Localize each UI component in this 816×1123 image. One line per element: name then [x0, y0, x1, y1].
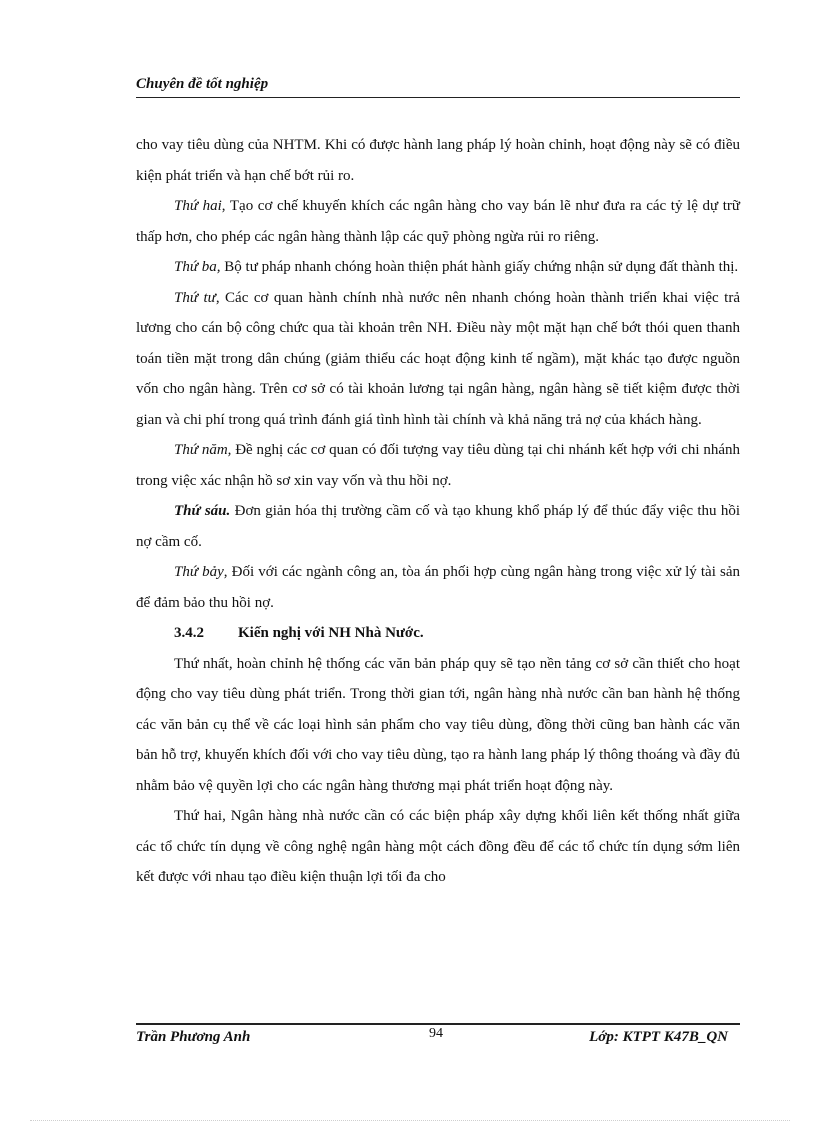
section-heading: [136, 618, 740, 649]
paragraph-text: Đề nghị các cơ quan có đối tượng vay tiêu dùng tại chi nhánh kết hợp với chi nhánh trong việc xác nhận hồ sơ xin vay vốn và thu hồi nợ.: [136, 442, 740, 489]
paragraph: [136, 191, 740, 252]
paragraph-text: Bộ tư pháp nhanh chóng hoàn thiện phát hành giấy chứng nhận sử dụng đất thành thị.: [220, 259, 739, 275]
paragraph-text: , Các cơ quan hành chính nhà nước nên nhanh chóng hoàn thành triển khai việc trả lương cho cán bộ công chức qua tài khoản trên NH. Điều này một mặt hạn chế bớt thói quen thanh toán tiền mặt trong dân chúng (giảm thiểu các hoạt động kinh tế ngầm), mặt khác tạo được nguồn vốn cho ngân hàng. Trên cơ sở có tài khoản lương tại ngân hàng, ngân hàng sẽ tiết kiệm được thời gian và chi phí trong quá trình đánh giá tình hình tài chính và khả năng trả nợ của khách hàng.: [136, 289, 740, 428]
paragraph: cho vay tiêu dùng của NHTM. Khi có được hành lang pháp lý hoàn chỉnh, hoạt động này sẽ có điều kiện phát triển và hạn chế bớt rủi ro.: [136, 137, 740, 184]
paragraph-label: Thứ năm,: [174, 442, 232, 458]
header-divider: [136, 97, 740, 98]
paragraph: Thứ hai, Ngân hàng nhà nước cần có các biện pháp xây dựng khối liên kết thống nhất giữa các tổ chức tín dụng về công nghệ ngân hàng một cách đồng đều để các tổ chức tín dụng sớm liên kết được với nhau tạo điều kiện thuận lợi tối đa cho: [136, 808, 740, 885]
paragraph: [136, 435, 740, 496]
paragraph-text: Đơn giản hóa thị trường cầm cố và tạo khung khổ pháp lý để thúc đẩy việc thu hồi nợ cầm cố.: [136, 503, 740, 550]
paragraph: Thứ nhất, hoàn chỉnh hệ thống các văn bản pháp quy sẽ tạo nền tảng cơ sở cần thiết cho hoạt động cho vay tiêu dùng phát triển. Trong thời gian tới, ngân hàng nhà nước cần ban hành hệ thống các văn bản cụ thể về các loại hình sản phẩm cho vay tiêu dùng, đồng thời cũng ban hành các văn bản hỗ trợ, khuyến khích đối với cho vay tiêu dùng, tạo ra hành lang pháp lý thông thoáng và đầy đủ nhằm bảo vệ quyền lợi cho các ngân hàng thương mại phát triển hoạt động này.: [136, 655, 740, 794]
paragraph-text: , Tạo cơ chế khuyến khích các ngân hàng cho vay bán lẽ như đưa ra các tỷ lệ dự trữ thấp hơn, cho phép các ngân hàng thành lập các quỹ phòng ngừa rủi ro riêng.: [136, 198, 740, 245]
paragraph-label: Thứ ba,: [174, 259, 221, 275]
page-edge-divider: [30, 1120, 790, 1121]
paragraph: [136, 252, 740, 283]
paragraph-label: Thứ sáu.: [174, 503, 231, 519]
section-title: Kiến nghị với NH Nhà Nước.: [238, 625, 424, 641]
paragraph-label: Thứ bảy: [174, 564, 224, 580]
paragraph: [136, 283, 740, 436]
section-number: 3.4.2: [174, 625, 204, 641]
footer-author: Trần Phương Anh: [136, 1029, 251, 1045]
document-body: [136, 130, 740, 893]
footer-class: Lớp: KTPT K47B_QN: [589, 1029, 728, 1045]
paragraph-label: Thứ tư: [174, 289, 216, 306]
paragraph: [136, 496, 740, 557]
paragraph-label: Thứ hai: [174, 198, 222, 214]
paragraph: [136, 557, 740, 618]
footer-divider: [136, 1023, 740, 1025]
paragraph-text: , Đối với các ngành công an, tòa án phối hợp cùng ngân hàng trong việc xử lý tài sản để đảm bảo thu hồi nợ.: [136, 564, 740, 611]
header-title: Chuyên đề tốt nghiệp: [136, 76, 269, 92]
page-number: 94: [429, 1026, 443, 1041]
